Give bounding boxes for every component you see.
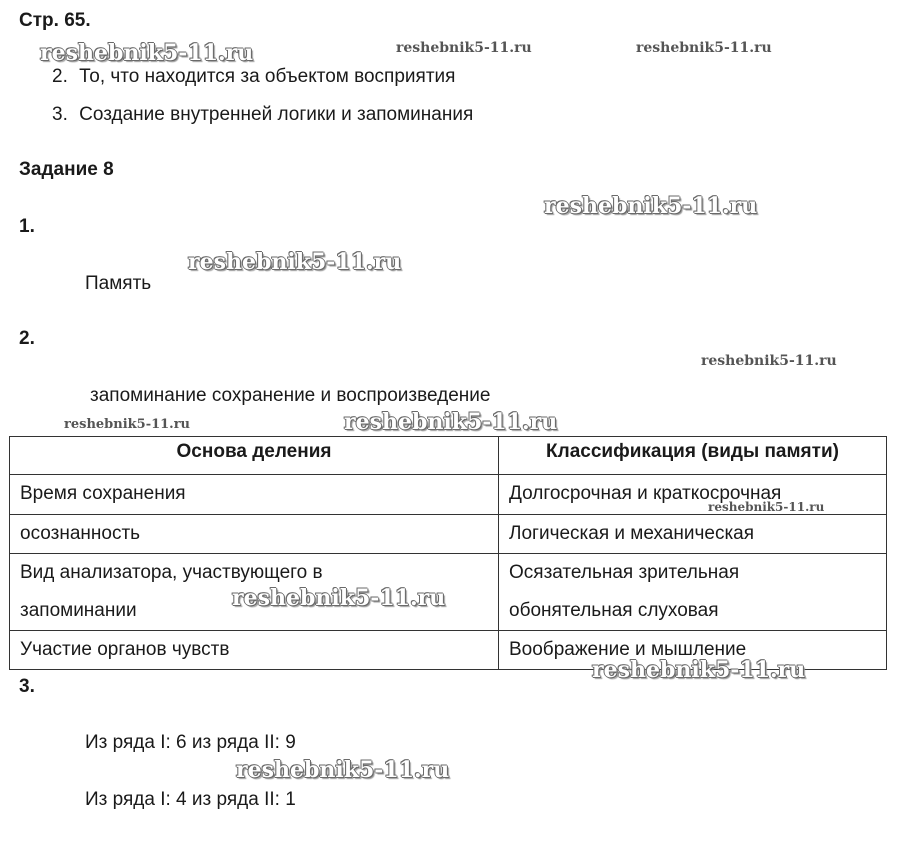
list-item-text: Создание внутренней логики и запоминания — [79, 104, 474, 125]
watermark: reshebnik5-11.ru — [701, 353, 837, 369]
list-item-number: 2. — [52, 66, 68, 87]
classification-line: Осязательная зрительная — [509, 562, 740, 583]
list-item — [52, 66, 455, 88]
table-cell-classification: Долгосрочная и краткосрочная — [499, 475, 887, 515]
table-row — [10, 515, 887, 554]
watermark: reshebnik5-11.ru — [592, 657, 806, 683]
watermark: reshebnik5-11.ru — [636, 40, 772, 56]
table-cell-basis: осознанность — [10, 515, 499, 554]
list-item-text: То, что находится за объектом восприятия — [79, 66, 456, 87]
watermark: reshebnik5-11.ru — [232, 585, 446, 611]
list-item-number: 3. — [52, 104, 68, 125]
table-row — [10, 631, 887, 670]
part-2-answer: запоминание сохранение и воспроизведение — [90, 385, 491, 406]
watermark: reshebnik5-11.ru — [708, 500, 825, 514]
task-title: Задание 8 — [19, 159, 114, 180]
classification-line: обонятельная слуховая — [509, 600, 719, 621]
list-item — [52, 104, 473, 126]
watermark: reshebnik5-11.ru — [544, 193, 758, 219]
watermark: reshebnik5-11.ru — [236, 757, 450, 783]
table-cell-basis: Время сохранения — [10, 475, 499, 515]
table-row — [10, 475, 887, 515]
part-3-answer: Из ряда I: 4 из ряда II: 1 — [85, 789, 296, 810]
part-1-answer: Память — [85, 273, 152, 294]
table-cell-basis: Вид анализатора, участвующего в запоминании — [10, 554, 499, 631]
watermark: reshebnik5-11.ru — [64, 417, 191, 432]
watermark: reshebnik5-11.ru — [188, 249, 402, 275]
part-2-number: 2. — [19, 328, 35, 349]
table-cell-basis: Участие органов чувств — [10, 631, 499, 670]
table-cell-classification: Воображение и мышление — [499, 631, 887, 670]
column-header-basis: Основа деления — [10, 437, 499, 475]
part-3-number: 3. — [19, 676, 35, 697]
table-cell-classification — [499, 554, 887, 631]
watermark: reshebnik5-11.ru — [396, 40, 532, 56]
part-1-number: 1. — [19, 216, 35, 237]
memory-classification-table — [9, 436, 887, 670]
watermark: reshebnik5-11.ru — [344, 409, 558, 435]
table-header-row — [10, 437, 887, 475]
page-number: Стр. 65. — [19, 10, 91, 31]
column-header-classification: Классификация (виды памяти) — [499, 437, 887, 475]
table-row — [10, 554, 887, 631]
table-cell-classification: Логическая и механическая — [499, 515, 887, 554]
watermark: reshebnik5-11.ru — [40, 40, 254, 66]
part-3-answer: Из ряда I: 6 из ряда II: 9 — [85, 732, 296, 753]
